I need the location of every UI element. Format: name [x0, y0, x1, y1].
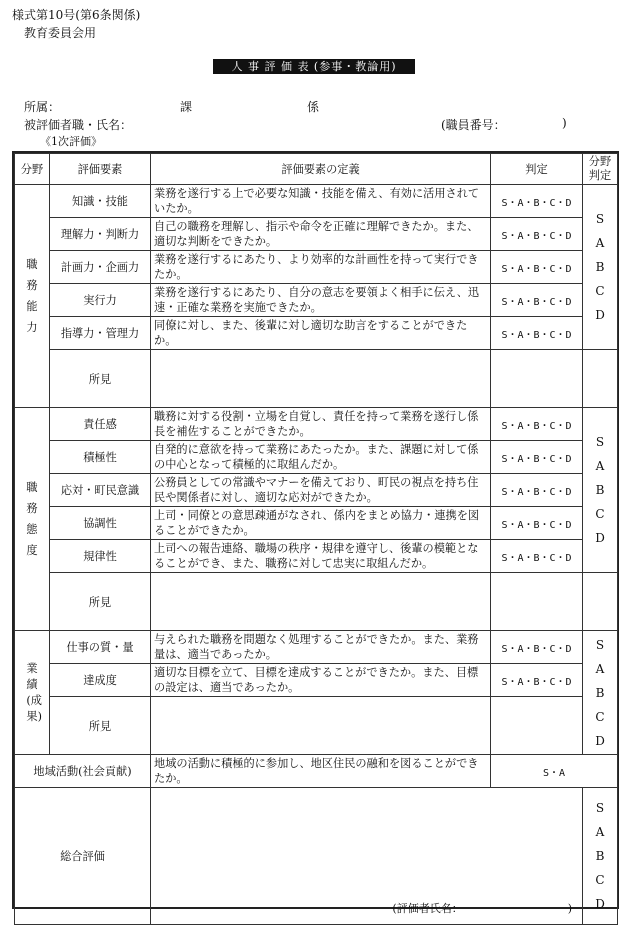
header-field: 分野: [15, 154, 50, 185]
grade-scale: S・A・B・C・D: [491, 408, 583, 441]
element-label: 達成度: [50, 664, 151, 697]
table-row: [15, 185, 618, 218]
element-label: 協調性: [50, 507, 151, 540]
office-label: 教育委員会用: [24, 26, 97, 40]
element-definition: 公務員としての常識やマナーを備えており、町民の視点を持ち住民や関係者に対し、適切な応対ができたか。: [151, 474, 491, 507]
header-field-judgment-text: 分野判定: [588, 155, 612, 182]
grade-d: D: [595, 531, 605, 545]
element-label: 指導力・管理力: [50, 317, 151, 350]
header-field-judgment: [583, 154, 618, 185]
document-title: 人 事 評 価 表 (参事・教論用): [213, 59, 415, 74]
grade-b: B: [595, 260, 605, 274]
remarks-empty: [491, 697, 583, 755]
grade-d: D: [595, 308, 605, 322]
grade-b: B: [595, 483, 605, 497]
section-label: 課: [180, 100, 193, 114]
grade-s: S: [595, 435, 605, 449]
grade-a: A: [595, 661, 605, 676]
table-header-row: [15, 154, 618, 185]
table-row: [15, 664, 618, 697]
grade-b: B: [595, 685, 605, 700]
grade-scale: S・A・B・C・D: [491, 218, 583, 251]
element-definition: 業務を遂行する上で必要な知識・技能を備え、有効に活用されていたか。: [151, 185, 491, 218]
field-label-ability-text: 職務能力: [26, 258, 38, 334]
table-row: [15, 284, 618, 317]
remarks-label: 所見: [50, 573, 151, 631]
field-label-ability: [15, 185, 50, 408]
evaluation-table: [14, 153, 618, 925]
field-grades-attitude: [583, 408, 618, 573]
grade-d: D: [595, 897, 605, 911]
field-grade-blank: [583, 573, 618, 631]
staff-number-close: ): [562, 116, 567, 130]
field-label-attitude-text: 職務態度: [26, 481, 38, 557]
grade-scale: S・A・B・C・D: [491, 540, 583, 573]
grade-scale: S・A・B・C・D: [491, 631, 583, 664]
grade-a: A: [595, 459, 605, 473]
evaluator-signature: [392, 900, 572, 916]
grade-c: C: [595, 507, 605, 521]
grade-c: C: [595, 873, 605, 887]
remarks-empty: [491, 350, 583, 408]
grade-scale: S・A・B・C・D: [491, 317, 583, 350]
header-judgment: 判定: [491, 154, 583, 185]
element-definition: 同僚に対し、また、後輩に対し適切な助言をすることができたか。: [151, 317, 491, 350]
table-row: [15, 441, 618, 474]
element-label: 積極性: [50, 441, 151, 474]
subsection-label: 係: [307, 100, 320, 114]
remarks-label: 所見: [50, 350, 151, 408]
element-definition: 適切な目標を立て、目標を達成することができたか。また、目標の設定は、適当であったか。: [151, 664, 491, 697]
table-row: [15, 251, 618, 284]
element-label: 理解力・判断力: [50, 218, 151, 251]
grade-s: S: [595, 637, 605, 652]
element-definition: 業務を遂行するにあたり、自分の意志を要領よく相手に伝え、迅速・正確な業務を実施できたか。: [151, 284, 491, 317]
remarks-row: [15, 697, 618, 755]
element-definition: 上司への報告連絡、職場の秩序・規律を遵守し、後輩の模範となることができ、また、職務に対して忠実に取組んだか。: [151, 540, 491, 573]
table-row: [15, 317, 618, 350]
table-row: [15, 631, 618, 664]
field-grade-blank: [583, 350, 618, 408]
header-element: 評価要素: [50, 154, 151, 185]
element-label: 実行力: [50, 284, 151, 317]
field-grades-ability: [583, 185, 618, 350]
element-definition: 自己の職務を理解し、指示や命令を正確に理解できたか。また、適切な判断をできたか。: [151, 218, 491, 251]
grade-scale: S・A・B・C・D: [491, 251, 583, 284]
grade-scale: S・A・B・C・D: [491, 474, 583, 507]
community-row: [15, 755, 618, 788]
element-definition: 職務に対する役割・立場を自覚し、責任を持って業務を遂行し係長を補佐することができたか。: [151, 408, 491, 441]
element-definition: 与えられた職務を問題なく処理することができたか。また、業務量は、適当であったか。: [151, 631, 491, 664]
element-label: 規律性: [50, 540, 151, 573]
overall-grades: [583, 788, 618, 925]
remarks-field[interactable]: [151, 350, 491, 408]
grade-d: D: [595, 733, 605, 748]
element-definition: 上司・同僚との意思疎通がなされ、係内をまとめ協力・連携を図ることができたか。: [151, 507, 491, 540]
evaluator-label: (評価者氏名：: [392, 902, 463, 915]
grade-scale: S・A・B・C・D: [491, 185, 583, 218]
evaluee-label: 被評価者職・氏名：: [24, 118, 133, 132]
evaluation-round: 《1次評価》: [40, 135, 102, 148]
community-definition: 地域の活動に積極的に参加し、地区住民の融和を図ることができたか。: [151, 755, 491, 788]
element-label: 応対・町民意識: [50, 474, 151, 507]
grade-s: S: [595, 801, 605, 815]
grade-scale: S・A・B・C・D: [491, 441, 583, 474]
community-label: 地域活動(社会貢献): [15, 755, 151, 788]
remarks-row: [15, 350, 618, 408]
evaluator-close: ): [567, 902, 572, 915]
grade-b: B: [595, 849, 605, 863]
element-definition: 業務を遂行するにあたり、より効率的な計画性を持って実行できたか。: [151, 251, 491, 284]
grade-scale: S・A・B・C・D: [491, 664, 583, 697]
element-definition: 自発的に意欲を持って業務にあたったか。また、課題に対して係の中心となって積極的に取組んだか。: [151, 441, 491, 474]
grade-scale: S・A・B・C・D: [491, 284, 583, 317]
element-label: 仕事の質・量: [50, 631, 151, 664]
remarks-row: [15, 573, 618, 631]
element-label: 知識・技能: [50, 185, 151, 218]
community-grade: S・A: [491, 755, 618, 788]
field-label-results-text: 業績(成果): [26, 661, 42, 723]
grade-a: A: [595, 236, 605, 250]
table-row: [15, 474, 618, 507]
grade-a: A: [595, 825, 605, 839]
table-row: [15, 218, 618, 251]
grade-c: C: [595, 709, 605, 724]
remarks-empty: [491, 573, 583, 631]
table-row: [15, 408, 618, 441]
overall-label: 総合評価: [15, 788, 151, 925]
element-label: 責任感: [50, 408, 151, 441]
form-number: 様式第10号(第6条関係): [12, 8, 141, 22]
remarks-field[interactable]: [151, 697, 491, 755]
overall-row: [15, 788, 618, 925]
remarks-label: 所見: [50, 697, 151, 755]
affiliation-label: 所属：: [24, 100, 61, 114]
table-row: [15, 507, 618, 540]
remarks-field[interactable]: [151, 573, 491, 631]
field-grades-results: [583, 631, 618, 755]
header-definition: 評価要素の定義: [151, 154, 491, 185]
grade-s: S: [595, 212, 605, 226]
staff-number-label: (職員番号：: [441, 118, 506, 132]
table-row: [15, 540, 618, 573]
grade-scale: S・A・B・C・D: [491, 507, 583, 540]
element-label: 計画力・企画力: [50, 251, 151, 284]
grade-c: C: [595, 284, 605, 298]
field-label-results: [15, 631, 50, 755]
field-label-attitude: [15, 408, 50, 631]
overall-comment-field[interactable]: [151, 788, 583, 925]
